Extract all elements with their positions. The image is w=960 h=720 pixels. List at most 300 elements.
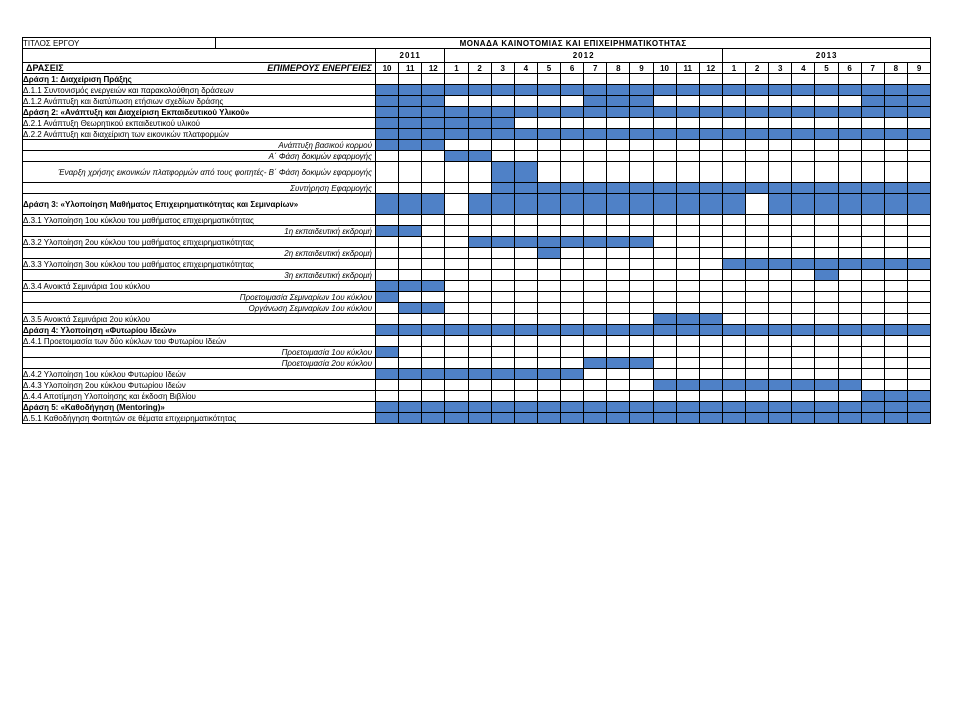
gantt-cell-empty [884, 237, 907, 248]
gantt-cell-empty [907, 369, 930, 380]
gantt-cell-filled [907, 107, 930, 118]
gantt-cell-empty [468, 74, 491, 85]
gantt-cell-filled [907, 259, 930, 270]
activity-label: Δ.1.1 Συντονισμός ενεργειών και παρακολούθηση δράσεων [23, 85, 376, 96]
gantt-cell-empty [746, 248, 769, 259]
gantt-cell-filled [376, 413, 399, 424]
gantt-cell-filled [422, 96, 445, 107]
gantt-cell-filled [676, 85, 699, 96]
gantt-cell-empty [607, 281, 630, 292]
gantt-cell-empty [584, 118, 607, 129]
gantt-cell-empty [676, 281, 699, 292]
gantt-cell-empty [399, 270, 422, 281]
gantt-cell-empty [537, 259, 560, 270]
gantt-cell-empty [445, 391, 468, 402]
gantt-cell-empty [699, 270, 722, 281]
gantt-cell-empty [838, 118, 861, 129]
gantt-cell-empty [653, 358, 676, 369]
month-header: 11 [676, 63, 699, 74]
gantt-cell-empty [861, 270, 884, 281]
gantt-cell-filled [815, 402, 838, 413]
gantt-cell-filled [537, 402, 560, 413]
gantt-cell-empty [491, 347, 514, 358]
gantt-cell-filled [399, 413, 422, 424]
gantt-cell-empty [537, 380, 560, 391]
gantt-cell-filled [653, 107, 676, 118]
gantt-table [22, 37, 931, 424]
month-row [23, 63, 931, 74]
gantt-cell-empty [861, 369, 884, 380]
activity-row [23, 270, 931, 281]
gantt-cell-empty [838, 74, 861, 85]
gantt-cell-filled [630, 107, 653, 118]
gantt-cell-empty [537, 118, 560, 129]
activity-row [23, 413, 931, 424]
gantt-cell-empty [815, 292, 838, 303]
month-header: 7 [584, 63, 607, 74]
gantt-cell-empty [607, 292, 630, 303]
gantt-cell-filled [907, 85, 930, 96]
activity-label: Δ.3.5 Ανοικτά Σεμινάρια 2ου κύκλου [23, 314, 376, 325]
gantt-cell-empty [537, 303, 560, 314]
gantt-cell-empty [769, 303, 792, 314]
gantt-cell-filled [422, 118, 445, 129]
activity-label: Δράση 2: «Ανάπτυξη και Διαχείριση Εκπαιδευτικού Υλικού» [23, 107, 376, 118]
gantt-cell-empty [769, 358, 792, 369]
gantt-cell-filled [607, 402, 630, 413]
gantt-cell-empty [722, 270, 745, 281]
gantt-cell-filled [653, 314, 676, 325]
gantt-cell-filled [884, 325, 907, 336]
gantt-cell-empty [514, 118, 537, 129]
gantt-cell-filled [699, 413, 722, 424]
gantt-cell-filled [815, 107, 838, 118]
gantt-cell-empty [607, 380, 630, 391]
gantt-cell-empty [838, 292, 861, 303]
gantt-cell-filled [514, 85, 537, 96]
gantt-cell-filled [399, 325, 422, 336]
gantt-cell-filled [838, 413, 861, 424]
gantt-cell-empty [653, 391, 676, 402]
gantt-cell-empty [653, 303, 676, 314]
gantt-cell-empty [861, 237, 884, 248]
gantt-cell-empty [699, 281, 722, 292]
gantt-cell-empty [445, 248, 468, 259]
gantt-cell-filled [445, 118, 468, 129]
gantt-cell-empty [607, 336, 630, 347]
gantt-cell-empty [884, 358, 907, 369]
project-label: ΤΙΤΛΟΣ ΕΡΓΟΥ [23, 38, 216, 49]
gantt-cell-empty [514, 303, 537, 314]
gantt-cell-empty [607, 314, 630, 325]
gantt-cell-empty [514, 314, 537, 325]
gantt-cell-empty [584, 226, 607, 237]
gantt-cell-filled [422, 281, 445, 292]
gantt-cell-filled [884, 391, 907, 402]
gantt-cell-filled [399, 226, 422, 237]
gantt-cell-filled [746, 413, 769, 424]
gantt-cell-empty [468, 303, 491, 314]
gantt-cell-empty [537, 358, 560, 369]
gantt-cell-empty [792, 226, 815, 237]
gantt-cell-empty [422, 237, 445, 248]
gantt-cell-filled [699, 314, 722, 325]
gantt-cell-filled [491, 118, 514, 129]
gantt-cell-empty [769, 215, 792, 226]
gantt-cell-filled [792, 107, 815, 118]
gantt-cell-empty [584, 248, 607, 259]
gantt-cell-filled [815, 194, 838, 215]
gantt-cell-empty [468, 270, 491, 281]
gantt-cell-empty [676, 303, 699, 314]
gantt-cell-empty [769, 226, 792, 237]
gantt-cell-empty [699, 303, 722, 314]
gantt-cell-filled [399, 303, 422, 314]
activity-label: Δ.3.4 Ανοικτά Σεμινάρια 1ου κύκλου [23, 281, 376, 292]
gantt-cell-empty [491, 380, 514, 391]
gantt-cell-filled [514, 162, 537, 183]
gantt-cell-filled [376, 118, 399, 129]
gantt-cell-empty [884, 140, 907, 151]
gantt-cell-empty [722, 118, 745, 129]
gantt-cell-filled [815, 259, 838, 270]
gantt-cell-filled [514, 237, 537, 248]
gantt-cell-filled [907, 325, 930, 336]
gantt-cell-empty [653, 347, 676, 358]
gantt-cell-empty [884, 215, 907, 226]
gantt-cell-empty [630, 380, 653, 391]
gantt-cell-filled [907, 96, 930, 107]
gantt-cell-empty [399, 259, 422, 270]
gantt-cell-empty [607, 215, 630, 226]
activity-row [23, 314, 931, 325]
gantt-cell-empty [514, 391, 537, 402]
activity-row [23, 303, 931, 314]
gantt-cell-filled [445, 402, 468, 413]
column-heading [23, 63, 376, 74]
gantt-cell-filled [399, 85, 422, 96]
gantt-cell-empty [907, 270, 930, 281]
gantt-cell-empty [561, 303, 584, 314]
gantt-cell-filled [422, 369, 445, 380]
gantt-cell-empty [399, 292, 422, 303]
gantt-cell-filled [861, 183, 884, 194]
gantt-cell-empty [838, 336, 861, 347]
gantt-cell-empty [399, 248, 422, 259]
gantt-cell-filled [746, 259, 769, 270]
activity-label: Συντήρηση Εφαρμογής [23, 183, 376, 194]
gantt-cell-filled [607, 237, 630, 248]
gantt-cell-filled [491, 129, 514, 140]
gantt-cell-empty [468, 358, 491, 369]
gantt-cell-empty [630, 248, 653, 259]
activity-row [23, 183, 931, 194]
gantt-cell-empty [861, 358, 884, 369]
gantt-cell-empty [722, 96, 745, 107]
gantt-cell-empty [445, 74, 468, 85]
activity-label: Έναρξη χρήσης εικονικών πλατφορμών από τους φοιτητές- Β΄ Φάση δοκιμών εφαρμογής [23, 162, 376, 183]
gantt-cell-empty [838, 237, 861, 248]
gantt-cell-filled [769, 107, 792, 118]
gantt-cell-empty [561, 151, 584, 162]
activity-row [23, 118, 931, 129]
gantt-cell-filled [422, 325, 445, 336]
gantt-cell-empty [445, 336, 468, 347]
subactivities-heading: ΕΠΙΜΕΡΟΥΣ ΕΝΕΡΓΕΙΕΣ [267, 62, 372, 73]
gantt-cell-empty [676, 369, 699, 380]
gantt-cell-filled [699, 107, 722, 118]
gantt-cell-empty [722, 391, 745, 402]
gantt-cell-filled [815, 270, 838, 281]
gantt-cell-empty [722, 226, 745, 237]
gantt-cell-empty [722, 162, 745, 183]
gantt-cell-empty [491, 248, 514, 259]
gantt-cell-empty [630, 347, 653, 358]
gantt-cell-empty [584, 74, 607, 85]
gantt-cell-empty [884, 151, 907, 162]
gantt-cell-filled [561, 107, 584, 118]
gantt-cell-empty [815, 226, 838, 237]
month-header: 9 [630, 63, 653, 74]
gantt-cell-filled [861, 259, 884, 270]
gantt-cell-empty [907, 347, 930, 358]
gantt-cell-empty [861, 74, 884, 85]
gantt-cell-filled [607, 107, 630, 118]
gantt-cell-empty [907, 292, 930, 303]
gantt-cell-empty [722, 151, 745, 162]
gantt-cell-filled [861, 96, 884, 107]
gantt-cell-filled [584, 413, 607, 424]
activity-label: Δ.2.2 Ανάπτυξη και διαχείριση των εικονικών πλατφορμών [23, 129, 376, 140]
gantt-cell-filled [561, 183, 584, 194]
gantt-cell-empty [445, 162, 468, 183]
gantt-cell-empty [399, 237, 422, 248]
gantt-cell-empty [561, 140, 584, 151]
activity-label: Α΄ Φάση δοκιμών εφαρμογής [23, 151, 376, 162]
gantt-cell-empty [769, 96, 792, 107]
gantt-cell-empty [861, 162, 884, 183]
gantt-cell-empty [722, 358, 745, 369]
gantt-cell-filled [792, 85, 815, 96]
gantt-cell-empty [769, 391, 792, 402]
gantt-cell-filled [838, 194, 861, 215]
gantt-cell-filled [584, 358, 607, 369]
gantt-cell-empty [399, 215, 422, 226]
gantt-cell-empty [861, 281, 884, 292]
gantt-cell-filled [376, 96, 399, 107]
gantt-cell-empty [746, 118, 769, 129]
gantt-cell-empty [561, 391, 584, 402]
gantt-cell-filled [376, 129, 399, 140]
gantt-cell-empty [491, 96, 514, 107]
gantt-cell-empty [399, 314, 422, 325]
gantt-cell-empty [884, 248, 907, 259]
gantt-cell-empty [537, 347, 560, 358]
gantt-cell-filled [561, 237, 584, 248]
gantt-cell-empty [653, 292, 676, 303]
gantt-cell-empty [815, 96, 838, 107]
gantt-cell-empty [884, 336, 907, 347]
gantt-cell-empty [722, 237, 745, 248]
gantt-cell-empty [584, 140, 607, 151]
year-header: 2012 [445, 49, 723, 63]
gantt-cell-empty [838, 358, 861, 369]
gantt-cell-filled [376, 281, 399, 292]
gantt-cell-empty [491, 281, 514, 292]
gantt-cell-filled [838, 183, 861, 194]
gantt-cell-filled [422, 140, 445, 151]
gantt-cell-empty [653, 96, 676, 107]
gantt-cell-filled [445, 85, 468, 96]
gantt-cell-filled [399, 107, 422, 118]
gantt-cell-empty [722, 303, 745, 314]
gantt-cell-filled [468, 151, 491, 162]
gantt-cell-empty [607, 369, 630, 380]
gantt-cell-empty [861, 215, 884, 226]
gantt-cell-filled [838, 259, 861, 270]
gantt-cell-empty [746, 226, 769, 237]
gantt-cell-filled [376, 292, 399, 303]
gantt-cell-empty [514, 140, 537, 151]
activity-row [23, 369, 931, 380]
gantt-cell-empty [769, 248, 792, 259]
gantt-cell-empty [653, 74, 676, 85]
gantt-cell-filled [676, 129, 699, 140]
gantt-cell-empty [376, 237, 399, 248]
gantt-cell-empty [815, 391, 838, 402]
gantt-cell-empty [422, 259, 445, 270]
gantt-cell-empty [815, 369, 838, 380]
gantt-cell-empty [468, 281, 491, 292]
gantt-cell-filled [584, 96, 607, 107]
gantt-cell-filled [884, 129, 907, 140]
gantt-cell-filled [399, 96, 422, 107]
gantt-cell-empty [584, 391, 607, 402]
gantt-cell-empty [537, 74, 560, 85]
gantt-cell-empty [584, 314, 607, 325]
gantt-cell-filled [468, 237, 491, 248]
gantt-cell-empty [769, 347, 792, 358]
activity-label: Δ.4.4 Αποτίμηση Υλοποίησης και έκδοση Βιβλίου [23, 391, 376, 402]
gantt-cell-filled [445, 413, 468, 424]
gantt-cell-empty [653, 151, 676, 162]
gantt-cell-empty [561, 215, 584, 226]
gantt-cell-filled [399, 118, 422, 129]
gantt-cell-filled [376, 369, 399, 380]
gantt-cell-empty [907, 151, 930, 162]
gantt-cell-empty [676, 118, 699, 129]
gantt-cell-empty [607, 270, 630, 281]
gantt-cell-empty [861, 314, 884, 325]
gantt-cell-filled [514, 107, 537, 118]
activity-label: Ανάπτυξη βασικού κορμού [23, 140, 376, 151]
gantt-cell-empty [722, 292, 745, 303]
gantt-cell-empty [907, 281, 930, 292]
gantt-cell-filled [792, 325, 815, 336]
year-header: 2011 [376, 49, 445, 63]
month-header: 2 [468, 63, 491, 74]
activity-label: Δ.4.3 Υλοποίηση 2ου κύκλου Φυτωρίου Ιδεών [23, 380, 376, 391]
gantt-cell-filled [676, 107, 699, 118]
gantt-cell-filled [584, 237, 607, 248]
gantt-cell-empty [792, 303, 815, 314]
activity-row [23, 96, 931, 107]
activity-row [23, 259, 931, 270]
gantt-cell-empty [861, 226, 884, 237]
gantt-cell-empty [746, 270, 769, 281]
gantt-cell-filled [699, 380, 722, 391]
gantt-cell-empty [491, 226, 514, 237]
gantt-cell-empty [676, 270, 699, 281]
gantt-cell-empty [376, 259, 399, 270]
gantt-cell-empty [653, 162, 676, 183]
month-header: 11 [399, 63, 422, 74]
month-header: 5 [815, 63, 838, 74]
gantt-cell-filled [722, 402, 745, 413]
gantt-cell-empty [514, 380, 537, 391]
activity-label: Δ.1.2 Ανάπτυξη και διατύπωση ετήσιων σχεδίων δράσης [23, 96, 376, 107]
gantt-cell-filled [861, 85, 884, 96]
gantt-cell-filled [561, 402, 584, 413]
gantt-cell-empty [399, 183, 422, 194]
gantt-cell-filled [861, 107, 884, 118]
gantt-cell-empty [699, 347, 722, 358]
gantt-cell-empty [491, 391, 514, 402]
gantt-cell-empty [907, 314, 930, 325]
gantt-cell-empty [422, 292, 445, 303]
gantt-cell-empty [792, 336, 815, 347]
gantt-cell-empty [376, 391, 399, 402]
gantt-cell-filled [769, 183, 792, 194]
gantt-cell-filled [445, 369, 468, 380]
gantt-cell-empty [607, 259, 630, 270]
gantt-cell-empty [792, 237, 815, 248]
gantt-cell-empty [907, 303, 930, 314]
gantt-cell-filled [584, 183, 607, 194]
gantt-cell-empty [607, 118, 630, 129]
activity-row [23, 226, 931, 237]
gantt-cell-filled [907, 194, 930, 215]
gantt-cell-empty [792, 314, 815, 325]
gantt-cell-filled [607, 194, 630, 215]
gantt-cell-empty [838, 369, 861, 380]
gantt-cell-empty [884, 281, 907, 292]
gantt-cell-empty [746, 336, 769, 347]
gantt-cell-empty [561, 292, 584, 303]
gantt-cell-filled [491, 237, 514, 248]
gantt-cell-empty [584, 215, 607, 226]
gantt-cell-empty [792, 281, 815, 292]
gantt-cell-filled [884, 85, 907, 96]
gantt-cell-filled [491, 369, 514, 380]
gantt-cell-empty [607, 74, 630, 85]
gantt-cell-filled [399, 194, 422, 215]
gantt-cell-empty [445, 96, 468, 107]
gantt-cell-empty [861, 140, 884, 151]
gantt-cell-filled [422, 129, 445, 140]
gantt-cell-empty [907, 237, 930, 248]
gantt-cell-empty [630, 281, 653, 292]
gantt-cell-filled [792, 129, 815, 140]
gantt-cell-filled [861, 391, 884, 402]
gantt-cell-empty [561, 270, 584, 281]
gantt-cell-empty [630, 74, 653, 85]
gantt-cell-empty [607, 248, 630, 259]
gantt-cell-filled [884, 402, 907, 413]
gantt-cell-filled [607, 85, 630, 96]
month-header: 1 [722, 63, 745, 74]
gantt-cell-empty [653, 259, 676, 270]
